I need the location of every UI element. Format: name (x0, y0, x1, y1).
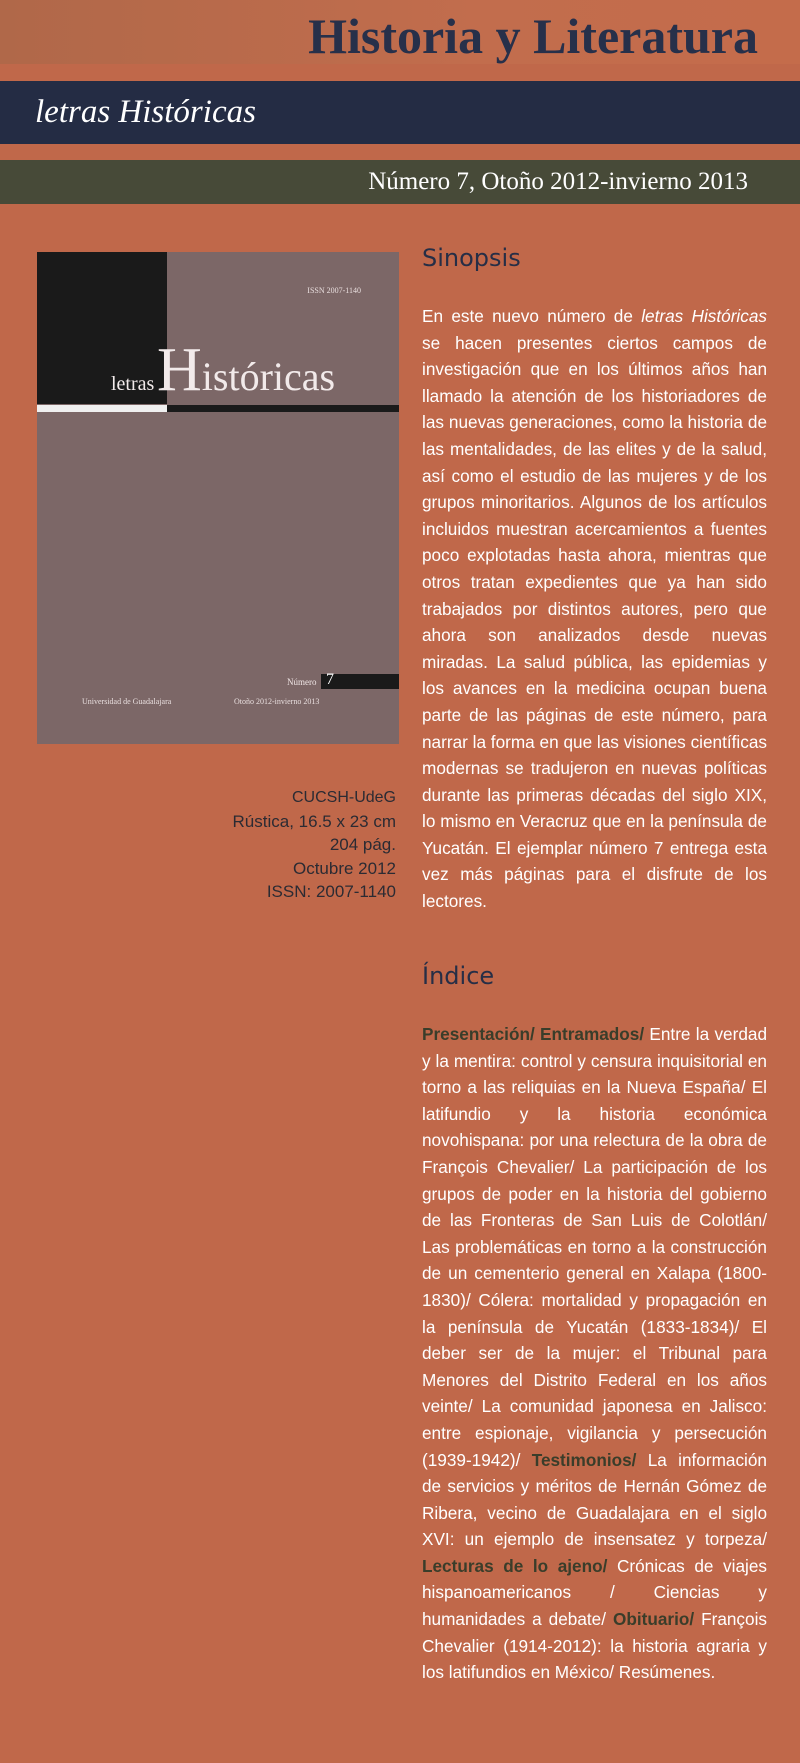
indice-obituario-text: François Chevalier (1914-2012): la historia agraria y los latifundios en México/ Resúmenes. (422, 1609, 767, 1683)
indice-tag-entramados: Entramados/ (540, 1024, 645, 1044)
indice-tag-obituario: Obituario/ (612, 1609, 695, 1630)
book-pages: 204 pág. (329, 835, 396, 854)
indice-lecturas-text: Crónicas de viajes hispanoamericanos / Ciencias y humanidades a debate/ (422, 1555, 767, 1630)
site-title: Historia y Literatura (308, 8, 758, 64)
cover-university: Universidad de Guadalajara (82, 697, 172, 706)
cover-number-label: Número (287, 677, 317, 687)
book-date: Octubre 2012 (292, 858, 396, 878)
book-issn: ISSN: 2007-1140 (266, 882, 396, 901)
cover-title-main (157, 335, 335, 406)
cover-title-initial: H (157, 336, 202, 404)
indice-tag-lecturas: Lecturas de lo ajeno/ (422, 1555, 608, 1576)
book-details (160, 786, 396, 904)
indice-testimonios-text: La información de servicios y méritos de Hernán Gómez de Ribera, vecino de Guadalajara en el siglo XVI: un ejemplo de insensatez y torpeza/ (422, 1449, 767, 1550)
cover-period: Otoño 2012-invierno 2013 (234, 697, 320, 706)
section-band (0, 81, 800, 144)
sinopsis-journal-name: letras Históricas (641, 306, 767, 326)
cover-title-rest: istóricas (201, 354, 336, 399)
indice-tag-testimonios: Testimonios/ (531, 1449, 637, 1470)
indice-heading: Índice (422, 962, 495, 990)
header-band (0, 0, 800, 64)
section-title: letras Históricas (35, 94, 256, 130)
sinopsis-text-rest: se hacen presentes ciertos campos de investigación que en los últimos años han llamado la atención de los historiadores de las nuevas generaciones, como la historia de las mentalidades, de las elites y de la salud, así como el estudio de las mujeres y de los grupos minoritarios. Algunos de los artículos incluidos muestran acercamientos a fuentes poco explotadas hasta ahora, mientras que otros tratan expedientes que ya han sido trabajados por distintos autores, pero que ahora son analizados desde nuevas miradas. La salud pública, las epidemias y los avances en la medicina ocupan buena parte de las páginas de este número, para narrar la forma en que las visiones científicas modernas se tradujeron en nuevas políticas durante las primeras décadas del siglo XIX, lo mismo en Veracruz que en la península de Yucatán. El ejemplar número 7 entrega esta vez más páginas para el disfrute de los lectores. (422, 332, 767, 912)
cover-number: 7 (326, 671, 334, 688)
issue-title: Número 7, Otoño 2012-invierno 2013 (368, 168, 748, 195)
indice-text (422, 1021, 767, 1686)
cover-title-small: letras (111, 373, 155, 395)
sinopsis-text-start: En este nuevo número de (422, 306, 642, 326)
issue-band (0, 160, 800, 204)
cover-rule-black (167, 405, 399, 412)
cover-issn: ISSN 2007-1140 (307, 286, 361, 295)
sinopsis-text (422, 303, 767, 915)
sinopsis-heading: Sinopsis (422, 244, 521, 272)
indice-tag-presentacion: Presentación/ (422, 1024, 535, 1044)
indice-entramados-text: Entre la verdad y la mentira: control y censura inquisitorial en torno a las reliquias en la Nueva España/ El latifundio y la historia económica novohispana: por una relectura de la obra de François Chevalier/ La participación de los grupos de poder en la historia del gobierno de las Fronteras de San Luis de Colotlán/ Las problemáticas en torno a la construcción de un cementerio general en Xalapa (1800-1830)/ Cólera: mortalidad y propagación en la península de Yucatán (1833-1834)/ El deber ser de la mujer: el Tribunal para Menores del Distrito Federal en los años veinte/ La comunidad japonesa en Jalisco: entre espionaje, vigilancia y persecución (1939-1942)/ (422, 1024, 767, 1470)
cover-rule-white (37, 405, 167, 412)
book-cover (37, 252, 399, 744)
book-binding: Rústica, 16.5 x 23 cm (232, 811, 396, 831)
book-publisher: CUCSH-UdeG (291, 789, 396, 806)
